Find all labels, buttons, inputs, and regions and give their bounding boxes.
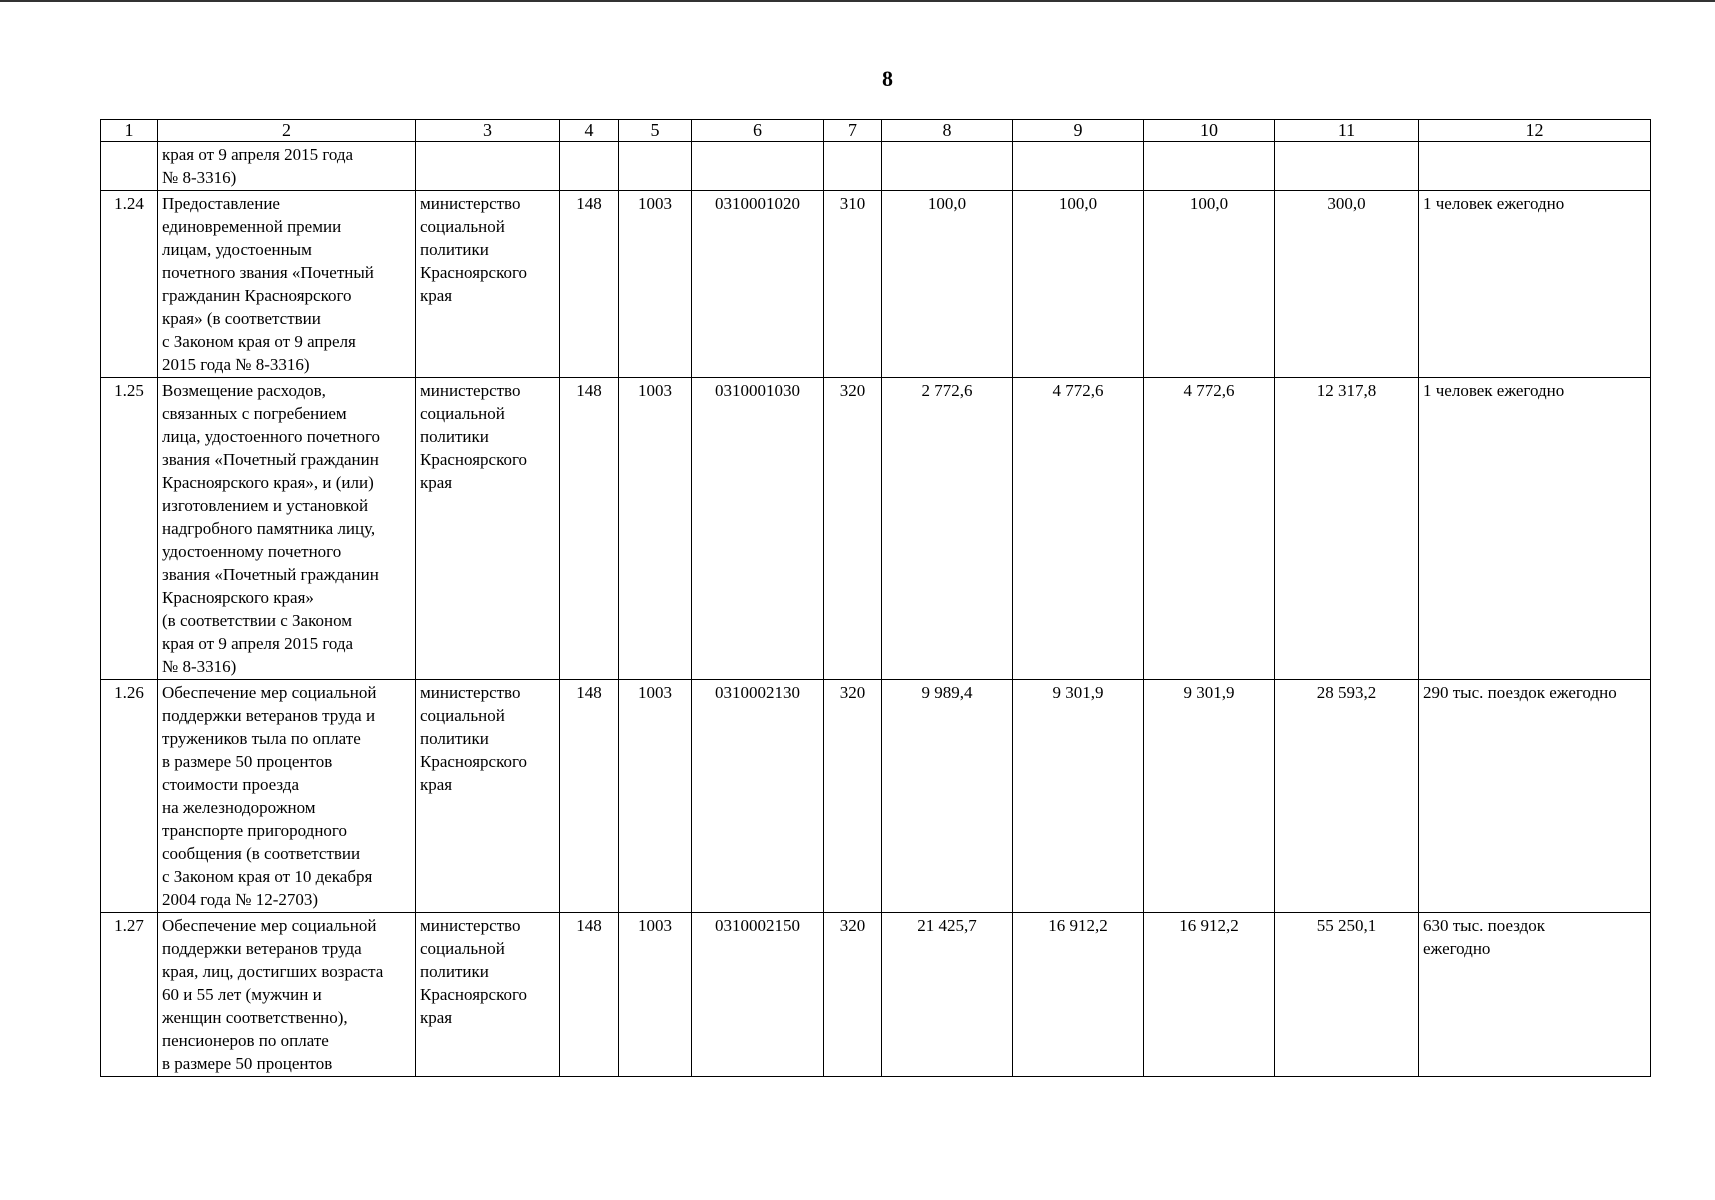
row-col12: 1 человек ежегодно (1419, 378, 1651, 680)
row-col9: 4 772,6 (1013, 378, 1144, 680)
row-organization (416, 142, 560, 191)
row-description: Обеспечение мер социальной поддержки ветеранов труда края, лиц, достигших возраста 60 и 55 лет (мужчин и женщин соответственно), пенсионеров по оплате в размере 50 процентов (158, 913, 416, 1077)
row-col5: 1003 (619, 913, 692, 1077)
row-col9: 9 301,9 (1013, 680, 1144, 913)
row-col10: 100,0 (1144, 191, 1275, 378)
row-col5: 1003 (619, 191, 692, 378)
table-row (101, 378, 1651, 680)
col-header: 3 (416, 120, 560, 142)
row-col9: 100,0 (1013, 191, 1144, 378)
row-col6: 0310001020 (692, 191, 824, 378)
table-row (101, 191, 1651, 378)
row-col10: 9 301,9 (1144, 680, 1275, 913)
col-header: 7 (824, 120, 882, 142)
row-col6: 0310002150 (692, 913, 824, 1077)
row-col6: 0310001030 (692, 378, 824, 680)
row-number: 1.26 (101, 680, 158, 913)
row-col12: 1 человек ежегодно (1419, 191, 1651, 378)
row-col12: 290 тыс. поездок ежегодно (1419, 680, 1651, 913)
row-col4: 148 (560, 191, 619, 378)
col-header: 2 (158, 120, 416, 142)
row-col5: 1003 (619, 378, 692, 680)
row-col4: 148 (560, 680, 619, 913)
row-col11 (1275, 142, 1419, 191)
row-col7: 320 (824, 680, 882, 913)
row-col12 (1419, 142, 1651, 191)
col-header: 1 (101, 120, 158, 142)
col-header: 9 (1013, 120, 1144, 142)
col-header: 6 (692, 120, 824, 142)
row-col10: 4 772,6 (1144, 378, 1275, 680)
row-col7: 320 (824, 378, 882, 680)
row-description: Предоставление единовременной премии лицам, удостоенным почетного звания «Почетный гражданин Красноярского края» (в соответствии с Законом края от 9 апреля 2015 года № 8-3316) (158, 191, 416, 378)
header-row (101, 120, 1651, 142)
row-number: 1.27 (101, 913, 158, 1077)
col-header: 4 (560, 120, 619, 142)
row-number: 1.24 (101, 191, 158, 378)
row-number (101, 142, 158, 191)
row-organization: министерство социальной политики Красноярского края (416, 913, 560, 1077)
row-col4 (560, 142, 619, 191)
row-col5 (619, 142, 692, 191)
row-col11: 55 250,1 (1275, 913, 1419, 1077)
table-row (101, 913, 1651, 1077)
row-col9: 16 912,2 (1013, 913, 1144, 1077)
row-description: края от 9 апреля 2015 года № 8-3316) (158, 142, 416, 191)
row-col8 (882, 142, 1013, 191)
row-col7: 310 (824, 191, 882, 378)
row-organization: министерство социальной политики Красноярского края (416, 191, 560, 378)
page-number: 8 (882, 66, 893, 91)
row-col4: 148 (560, 913, 619, 1077)
row-organization: министерство социальной политики Красноярского края (416, 680, 560, 913)
row-col10: 16 912,2 (1144, 913, 1275, 1077)
row-description: Обеспечение мер социальной поддержки ветеранов труда и тружеников тыла по оплате в размере 50 процентов стоимости проезда на железнодорожном транспорте пригородного сообщения (в соответствии с Законом края от 10 декабря 2004 года № 12-2703) (158, 680, 416, 913)
row-col6 (692, 142, 824, 191)
col-header: 10 (1144, 120, 1275, 142)
budget-table (100, 119, 1651, 1077)
row-col8: 9 989,4 (882, 680, 1013, 913)
row-description: Возмещение расходов, связанных с погребением лица, удостоенного почетного звания «Почетный гражданин Красноярского края», и (или) изготовлением и установкой надгробного памятника лицу, удостоенному почетного звания «Почетный гражданин Красноярского края» (в соответствии с Законом края от 9 апреля 2015 года № 8-3316) (158, 378, 416, 680)
row-col7: 320 (824, 913, 882, 1077)
row-col8: 100,0 (882, 191, 1013, 378)
row-col5: 1003 (619, 680, 692, 913)
row-col11: 12 317,8 (1275, 378, 1419, 680)
col-header: 12 (1419, 120, 1651, 142)
row-col6: 0310002130 (692, 680, 824, 913)
row-col7 (824, 142, 882, 191)
row-organization: министерство социальной политики Красноярского края (416, 378, 560, 680)
scan-top-border (0, 0, 1715, 2)
table-row (101, 142, 1651, 191)
row-number: 1.25 (101, 378, 158, 680)
row-col11: 300,0 (1275, 191, 1419, 378)
row-col12: 630 тыс. поездок ежегодно (1419, 913, 1651, 1077)
row-col9 (1013, 142, 1144, 191)
row-col11: 28 593,2 (1275, 680, 1419, 913)
col-header: 8 (882, 120, 1013, 142)
row-col8: 2 772,6 (882, 378, 1013, 680)
row-col8: 21 425,7 (882, 913, 1013, 1077)
row-col4: 148 (560, 378, 619, 680)
col-header: 5 (619, 120, 692, 142)
col-header: 11 (1275, 120, 1419, 142)
row-col10 (1144, 142, 1275, 191)
table-row (101, 680, 1651, 913)
